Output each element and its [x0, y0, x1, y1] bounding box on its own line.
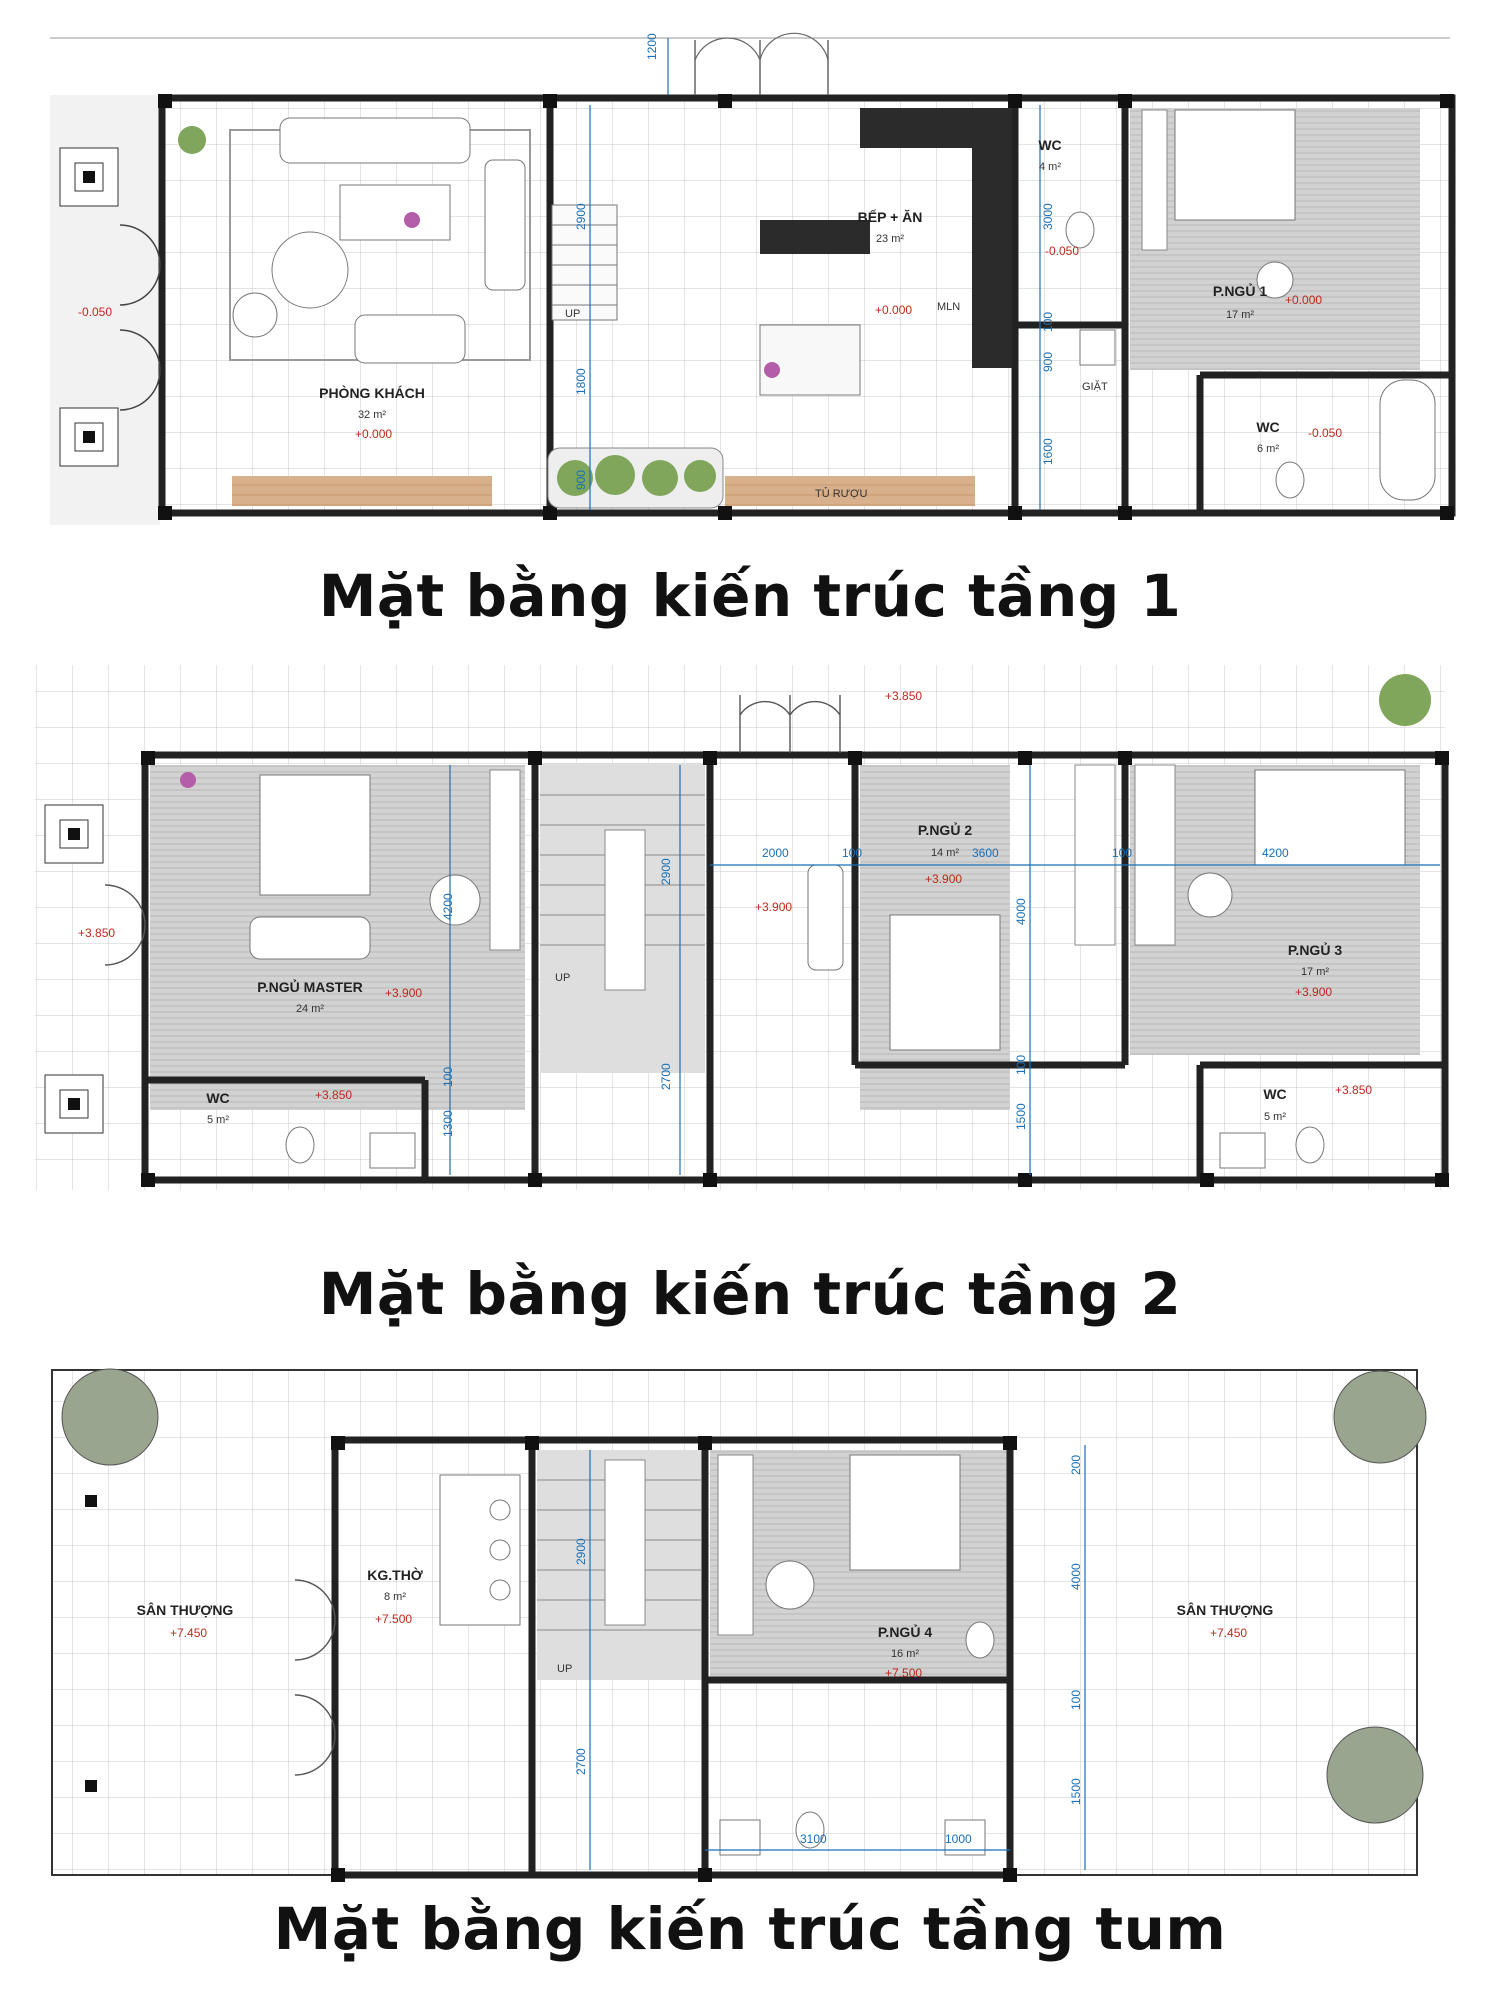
plant-icon — [1379, 674, 1431, 726]
sofa — [280, 118, 470, 163]
washing-machine-icon — [1080, 330, 1115, 365]
bed-2 — [890, 915, 1000, 1050]
master-bed — [260, 775, 370, 895]
level-living: +0.000 — [355, 427, 393, 441]
dim-900-left: 900 — [574, 469, 588, 490]
room-name-wc-right: WC — [1263, 1086, 1287, 1102]
dim-1500: 1500 — [1014, 1103, 1028, 1130]
round-table — [272, 232, 348, 308]
room-name-wc1: WC — [1038, 137, 1062, 153]
stair-up-label: UP — [555, 972, 571, 984]
flower-icon — [764, 362, 780, 378]
dim-1000: 1000 — [945, 1832, 972, 1846]
room-area-wc-right: 5 m² — [1264, 1111, 1286, 1123]
dim-1500: 1500 — [1069, 1778, 1083, 1805]
sink-icon — [370, 1133, 415, 1168]
room-name-kitchen: BẾP + ĂN — [857, 209, 923, 225]
room-name-wc2: WC — [1256, 419, 1280, 435]
coffee-table — [340, 185, 450, 240]
tv-cabinet — [232, 476, 492, 506]
level-bed1: +0.000 — [1285, 293, 1323, 307]
bathtub-icon — [1380, 380, 1435, 500]
dim-100-mid: 100 — [842, 846, 863, 860]
floor-plan-1-drawing — [0, 0, 1500, 560]
room-name-bed2: P.NGỦ 2 — [917, 822, 973, 838]
level-balcony: +3.850 — [885, 689, 923, 703]
room-name-altar: KG.THỜ — [367, 1567, 423, 1583]
dim-100: 100 — [1041, 311, 1055, 332]
caption-floor-3: Mặt bằng kiến trúc tầng tum — [273, 1895, 1227, 1963]
label-tu-ruou: TỦ RƯỢU — [815, 488, 868, 500]
label-giat: GIẶT — [1082, 381, 1108, 393]
dim-100-left: 100 — [441, 1066, 455, 1087]
dim-1200: 1200 — [645, 33, 659, 60]
floor-plan-3-drawing — [0, 1365, 1500, 1885]
dim-4000: 4000 — [1069, 1563, 1083, 1590]
dim-4200-left: 4200 — [441, 893, 455, 920]
level-terrace-right: +7.450 — [1210, 1626, 1248, 1640]
caption-floor-2: Mặt bằng kiến trúc tầng 2 — [318, 1260, 1182, 1328]
room-name-bed4: P.NGỦ 4 — [877, 1624, 933, 1640]
dim-2700: 2700 — [659, 1063, 673, 1090]
room-area-living: 32 m² — [357, 409, 387, 421]
wardrobe-3 — [1135, 765, 1175, 945]
bed4-round-table — [766, 1561, 814, 1609]
level-hall: +3.900 — [755, 900, 793, 914]
toilet-icon — [286, 1127, 314, 1163]
room-name-wc-left: WC — [206, 1090, 230, 1106]
level-wc-left: +3.850 — [315, 1088, 353, 1102]
room-area-bed3: 17 m² — [1300, 966, 1330, 978]
toilet-icon — [1296, 1127, 1324, 1163]
room-name-bed3: P.NGỦ 3 — [1287, 942, 1343, 958]
master-round-table — [430, 875, 480, 925]
bed-4 — [850, 1455, 960, 1570]
dim-1600: 1600 — [1041, 438, 1055, 465]
level-outside: -0.050 — [78, 305, 113, 319]
hall-sofa — [808, 865, 843, 970]
room-name-terrace-right: SÂN THƯỢNG — [1176, 1602, 1274, 1618]
dim-2000: 2000 — [762, 846, 789, 860]
room-area-master: 24 m² — [295, 1003, 325, 1015]
caption-floor-1: Mặt bằng kiến trúc tầng 1 — [318, 562, 1182, 630]
master-wardrobe — [490, 770, 520, 950]
dim-200: 200 — [1069, 1454, 1083, 1475]
dim-2900: 2900 — [659, 858, 673, 885]
dim-100-right: 100 — [1014, 1054, 1028, 1075]
room-area-bed1: 17 m² — [1225, 309, 1255, 321]
room-name-living: PHÒNG KHÁCH — [319, 385, 425, 401]
floor-plan-2-drawing — [0, 655, 1500, 1235]
altar-icon — [490, 1540, 510, 1560]
dim-2900: 2900 — [574, 203, 588, 230]
level-wc-right: +3.850 — [1335, 1083, 1373, 1097]
dim-3100: 3100 — [800, 1832, 827, 1846]
dim-1800: 1800 — [574, 368, 588, 395]
label-mln: MLN — [937, 301, 961, 313]
dim-2700: 2700 — [574, 1748, 588, 1775]
room-area-wc2: 6 m² — [1257, 443, 1279, 455]
wardrobe-4 — [718, 1455, 753, 1635]
kitchen-counter — [972, 108, 1012, 368]
room-area-wc1: 4 m² — [1039, 161, 1061, 173]
plant-icon — [178, 126, 206, 154]
level-left-balcony: +3.850 — [78, 926, 116, 940]
level-bed4: +7.500 — [885, 1666, 923, 1680]
altar-icon — [490, 1580, 510, 1600]
wardrobe-1 — [1142, 110, 1167, 250]
dining-island — [760, 220, 870, 254]
room-area-kitchen: 23 m² — [875, 233, 905, 245]
room-area-wc-left: 5 m² — [207, 1114, 229, 1126]
dim-900-right: 900 — [1041, 351, 1055, 372]
floor-plan-3 — [0, 1365, 1500, 2000]
sink-icon — [1220, 1133, 1265, 1168]
altar-icon — [490, 1500, 510, 1520]
level-altar: +7.500 — [375, 1612, 413, 1626]
level-wc2: -0.050 — [1308, 426, 1343, 440]
level-master: +3.900 — [385, 986, 423, 1000]
master-sofa — [250, 917, 370, 959]
dim-1300: 1300 — [441, 1110, 455, 1137]
flower-icon — [404, 212, 420, 228]
dining-table — [760, 325, 860, 395]
room-name-bed1: P.NGỦ 1 — [1212, 283, 1268, 299]
floor-plan-2 — [0, 655, 1500, 1355]
level-terrace-left: +7.450 — [170, 1626, 208, 1640]
stair-up-label: UP — [565, 308, 581, 320]
level-kitchen: +0.000 — [875, 303, 913, 317]
stair-up-label: UP — [557, 1663, 573, 1675]
bed3-round-table — [1188, 873, 1232, 917]
dim-4000: 4000 — [1014, 898, 1028, 925]
flower-icon — [180, 772, 196, 788]
level-bed2: +3.900 — [925, 872, 963, 886]
dim-100-far: 100 — [1112, 846, 1133, 860]
dim-3000: 3000 — [1041, 203, 1055, 230]
armchair — [233, 293, 277, 337]
toilet-icon — [966, 1622, 994, 1658]
stove-counter — [860, 108, 972, 148]
dim-3600: 3600 — [972, 846, 999, 860]
toilet-icon — [1066, 212, 1094, 248]
room-name-master: P.NGỦ MASTER — [257, 979, 363, 995]
level-bed3: +3.900 — [1295, 985, 1333, 999]
floor-plan-1 — [0, 0, 1500, 630]
room-area-altar: 8 m² — [384, 1591, 406, 1603]
toilet-icon — [1276, 462, 1304, 498]
level-wc1: -0.050 — [1045, 244, 1080, 258]
dim-100: 100 — [1069, 1689, 1083, 1710]
sofa-side — [485, 160, 525, 290]
dim-2900: 2900 — [574, 1538, 588, 1565]
sofa-chair — [355, 315, 465, 363]
bed-1 — [1175, 110, 1295, 220]
room-area-bed4: 16 m² — [890, 1648, 920, 1660]
room-name-terrace-left: SÂN THƯỢNG — [136, 1602, 234, 1618]
dim-4200-right: 4200 — [1262, 846, 1289, 860]
wardrobe-2 — [1075, 765, 1115, 945]
room-area-bed2: 14 m² — [930, 847, 960, 859]
